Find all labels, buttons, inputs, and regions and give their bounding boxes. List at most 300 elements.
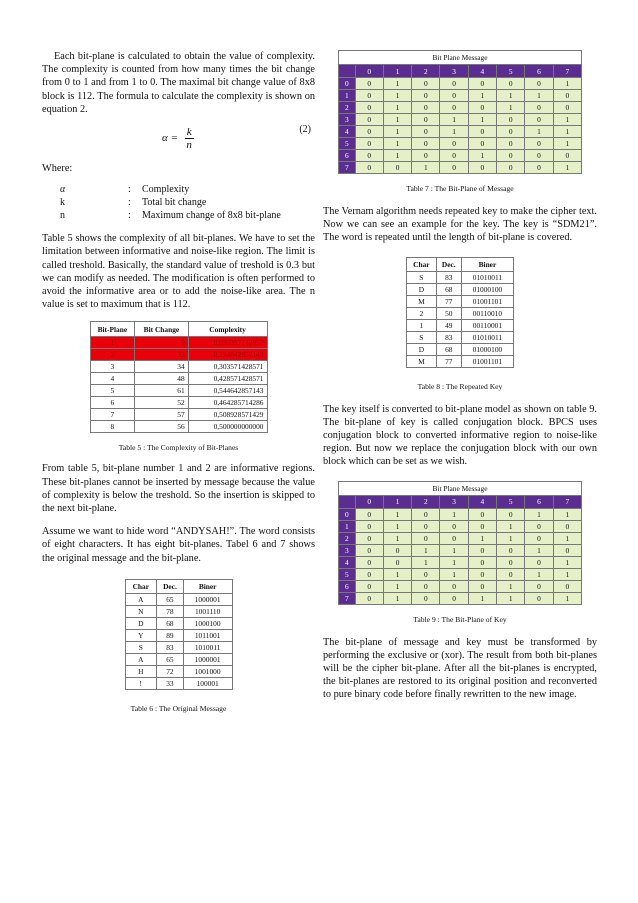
table-cell: 0 bbox=[468, 102, 496, 114]
table-cell: 2 bbox=[407, 307, 437, 319]
table-cell: 0 bbox=[355, 568, 383, 580]
table-row bbox=[339, 508, 582, 520]
table-cell: 0,508928571429 bbox=[188, 409, 267, 421]
table-cell: 1 bbox=[412, 162, 440, 174]
table-cell: 0 bbox=[440, 520, 468, 532]
table-cell: 0 bbox=[553, 102, 581, 114]
table-cell: 01000100 bbox=[461, 283, 513, 295]
table-cell: 1 bbox=[383, 138, 411, 150]
table-cell: 0 bbox=[497, 508, 525, 520]
table-cell: 0 bbox=[412, 568, 440, 580]
paragraph-conjugation-block: The key itself is converted to bit-plane model as shown on table 9. The bit-plane of key is called conjugation block. BPCS uses conjugation block to converted informative region to noise-like region. But now we replace the conjugation block with our own block which can be set as we wish. bbox=[323, 403, 597, 468]
table-cell: H bbox=[125, 665, 157, 677]
table-cell: 0 bbox=[525, 580, 553, 592]
table-row bbox=[339, 138, 582, 150]
table-row bbox=[339, 520, 582, 532]
table-cell: 72 bbox=[157, 665, 184, 677]
table-cell: 0 bbox=[468, 580, 496, 592]
table-cell: 1 bbox=[468, 90, 496, 102]
column-header-cell: 6 bbox=[525, 495, 553, 508]
column-header-cell: 7 bbox=[553, 65, 581, 78]
table-cell: 0 bbox=[355, 114, 383, 126]
table-cell: 01000100 bbox=[461, 343, 513, 355]
table-cell: 1 bbox=[525, 508, 553, 520]
table-row bbox=[339, 102, 582, 114]
table-cell: 1 bbox=[468, 150, 496, 162]
complexity-table bbox=[90, 321, 268, 433]
table-cell: 0,500000000000 bbox=[188, 421, 267, 433]
equation-lhs: α = bbox=[162, 132, 178, 145]
table-cell: 1 bbox=[383, 102, 411, 114]
row-header-cell: 3 bbox=[339, 114, 356, 126]
table-cell: 01010011 bbox=[461, 271, 513, 283]
table-cell: 0 bbox=[497, 162, 525, 174]
table-row bbox=[407, 283, 514, 295]
table-cell: 0 bbox=[355, 102, 383, 114]
table-cell: 1 bbox=[383, 150, 411, 162]
table-cell: 1 bbox=[440, 568, 468, 580]
table-row bbox=[339, 162, 582, 174]
table-cell: 68 bbox=[436, 283, 461, 295]
table-cell: 0 bbox=[355, 592, 383, 604]
table-corner-cell bbox=[339, 65, 356, 78]
table-cell: 0,294642857143 bbox=[188, 349, 267, 361]
table-cell: D bbox=[407, 343, 437, 355]
table-row bbox=[339, 150, 582, 162]
table-cell: 1 bbox=[497, 520, 525, 532]
table-cell: 0 bbox=[468, 568, 496, 580]
table-cell: 1 bbox=[383, 508, 411, 520]
table-cell: 56 bbox=[135, 421, 188, 433]
paragraph-complexity-intro: Each bit-plane is calculated to obtain the value of complexity. The complexity is counted from how many times the bit change from 0 to 1 and from 1 to 0. The maximal bit change value of 8x8 block is 112. The formula to calculate the complexity is shown on equation 2. bbox=[42, 51, 315, 115]
table-row bbox=[125, 665, 232, 677]
table-cell: 1000001 bbox=[183, 653, 232, 665]
table-row bbox=[339, 544, 582, 556]
table-cell: 1 bbox=[553, 508, 581, 520]
table-header-row bbox=[90, 322, 267, 337]
table-cell: 1 bbox=[553, 532, 581, 544]
table-cell: 0,464285714286 bbox=[188, 397, 267, 409]
table9-caption: Table 9 : The Bit-Plane of Key bbox=[413, 614, 507, 624]
table-cell: S bbox=[407, 331, 437, 343]
table-header-cell: Dec. bbox=[436, 257, 461, 271]
table-row bbox=[90, 421, 267, 433]
table-cell: 5 bbox=[90, 385, 135, 397]
table-cell: 0 bbox=[497, 150, 525, 162]
table-cell: 1 bbox=[412, 544, 440, 556]
table-cell: 01010011 bbox=[461, 331, 513, 343]
definition-symbol: n bbox=[60, 210, 65, 222]
table-cell: 0 bbox=[553, 580, 581, 592]
table-cell: 49 bbox=[436, 319, 461, 331]
table-cell: 0 bbox=[355, 580, 383, 592]
table-cell: 0 bbox=[525, 138, 553, 150]
table-cell: 0 bbox=[412, 592, 440, 604]
equation-2 bbox=[42, 122, 315, 160]
table-cell: 0 bbox=[355, 126, 383, 138]
table-cell: 0 bbox=[355, 520, 383, 532]
table-row bbox=[90, 361, 267, 373]
table-cell: 0,303571428571 bbox=[188, 361, 267, 373]
table-cell: 0 bbox=[497, 114, 525, 126]
table-row bbox=[125, 641, 232, 653]
table-cell: 0 bbox=[440, 90, 468, 102]
table-cell: 0 bbox=[355, 162, 383, 174]
definition-symbol: α bbox=[60, 184, 66, 196]
table-cell: 0,080357142857 bbox=[188, 337, 267, 349]
table-cell: 0 bbox=[355, 90, 383, 102]
row-header-cell: 1 bbox=[339, 90, 356, 102]
table-cell: 0 bbox=[412, 532, 440, 544]
table-cell: 1 bbox=[525, 568, 553, 580]
repeated-key-table-body bbox=[407, 271, 514, 367]
table-cell: 0 bbox=[525, 556, 553, 568]
table-cell: 1 bbox=[407, 319, 437, 331]
table-title-row bbox=[339, 51, 582, 65]
table-cell: 0 bbox=[525, 532, 553, 544]
column-header-cell: 5 bbox=[497, 65, 525, 78]
table-cell: 0 bbox=[412, 580, 440, 592]
repeated-key-table bbox=[406, 257, 514, 368]
left-column bbox=[42, 50, 315, 713]
table-cell: 68 bbox=[436, 343, 461, 355]
table-row bbox=[407, 307, 514, 319]
row-header-cell: 1 bbox=[339, 520, 356, 532]
table6-caption: Table 6 : The Original Message bbox=[130, 703, 227, 713]
row-header-cell: 2 bbox=[339, 102, 356, 114]
table-cell: 1 bbox=[440, 114, 468, 126]
definition-row bbox=[60, 183, 315, 196]
table-cell: 52 bbox=[135, 397, 188, 409]
table-row bbox=[339, 78, 582, 90]
table-cell: A bbox=[125, 653, 157, 665]
table-cell: 1010011 bbox=[183, 641, 232, 653]
table-cell: 6 bbox=[90, 397, 135, 409]
table-cell: 61 bbox=[135, 385, 188, 397]
table-cell: Y bbox=[125, 629, 157, 641]
table-cell: 1001000 bbox=[183, 665, 232, 677]
table-cell: 1 bbox=[553, 78, 581, 90]
table-cell: 33 bbox=[135, 349, 188, 361]
table-cell: 100001 bbox=[183, 677, 232, 689]
table-cell: 0 bbox=[468, 78, 496, 90]
table-cell: 0 bbox=[440, 592, 468, 604]
table-cell: 2 bbox=[90, 349, 135, 361]
table-cell: 1 bbox=[383, 78, 411, 90]
table-cell: 68 bbox=[157, 617, 184, 629]
table-cell: M bbox=[407, 355, 437, 367]
row-header-cell: 2 bbox=[339, 532, 356, 544]
bit-plane-key-table bbox=[338, 481, 582, 605]
table-cell: 83 bbox=[157, 641, 184, 653]
table-row bbox=[339, 580, 582, 592]
table-cell: 1 bbox=[383, 114, 411, 126]
table-row bbox=[407, 355, 514, 367]
table-cell: N bbox=[125, 605, 157, 617]
table-cell: 0 bbox=[355, 532, 383, 544]
table-cell: 1000001 bbox=[183, 593, 232, 605]
table-cell: 0 bbox=[355, 556, 383, 568]
table-row bbox=[407, 319, 514, 331]
table-cell: 0 bbox=[412, 508, 440, 520]
table-row bbox=[90, 397, 267, 409]
table-cell: 1 bbox=[440, 556, 468, 568]
row-header-cell: 5 bbox=[339, 568, 356, 580]
column-header-cell: 1 bbox=[383, 495, 411, 508]
original-message-table-body bbox=[125, 593, 232, 689]
table-cell: 0 bbox=[440, 532, 468, 544]
table-row bbox=[339, 592, 582, 604]
table-row bbox=[125, 677, 232, 689]
table-cell: 0 bbox=[355, 150, 383, 162]
table-header-cell: Bit-Plane bbox=[90, 322, 135, 337]
equation-number: (2) bbox=[299, 124, 311, 136]
complexity-table-body bbox=[90, 337, 267, 433]
table-cell: 0 bbox=[468, 556, 496, 568]
column-header-cell: 0 bbox=[355, 65, 383, 78]
column-header-cell: 2 bbox=[412, 495, 440, 508]
table-cell: 1 bbox=[383, 592, 411, 604]
table-cell: 65 bbox=[157, 593, 184, 605]
table-row bbox=[90, 337, 267, 349]
table-header-cell: Dec. bbox=[157, 579, 184, 593]
table-row bbox=[125, 605, 232, 617]
table-cell: 78 bbox=[157, 605, 184, 617]
equation-numerator: k bbox=[186, 126, 192, 139]
table-cell: 0 bbox=[355, 78, 383, 90]
table-cell: 0 bbox=[525, 114, 553, 126]
table-cell: 0 bbox=[383, 544, 411, 556]
equation-fraction bbox=[185, 126, 194, 151]
definition-colon: : bbox=[128, 184, 131, 196]
table-cell: S bbox=[125, 641, 157, 653]
table-cell: 0 bbox=[355, 138, 383, 150]
table-row bbox=[339, 90, 582, 102]
table-cell: 1 bbox=[553, 568, 581, 580]
table-cell: 0 bbox=[525, 150, 553, 162]
row-header-cell: 6 bbox=[339, 580, 356, 592]
equation-formula bbox=[162, 126, 194, 151]
table-cell: 1 bbox=[497, 580, 525, 592]
column-header-cell: 6 bbox=[525, 65, 553, 78]
table-cell: 77 bbox=[436, 295, 461, 307]
table-cell: 0 bbox=[468, 162, 496, 174]
definition-symbol: k bbox=[60, 197, 65, 209]
table-cell: 8 bbox=[90, 421, 135, 433]
table7-caption: Table 7 : The Bit-Plane of Message bbox=[406, 184, 514, 193]
table-cell: 1 bbox=[553, 556, 581, 568]
table-cell: 1 bbox=[553, 114, 581, 126]
table-cell: 1 bbox=[383, 126, 411, 138]
row-header-cell: 5 bbox=[339, 138, 356, 150]
table-row bbox=[125, 629, 232, 641]
table-cell: 1 bbox=[497, 532, 525, 544]
row-header-cell: 3 bbox=[339, 544, 356, 556]
table-cell: 9 bbox=[135, 337, 188, 349]
table-cell: 57 bbox=[135, 409, 188, 421]
row-header-cell: 4 bbox=[339, 556, 356, 568]
table-cell: 1000100 bbox=[183, 617, 232, 629]
table-cell: 0 bbox=[355, 508, 383, 520]
table-header-cell: Char bbox=[407, 257, 437, 271]
table-cell: 0 bbox=[412, 520, 440, 532]
table-row bbox=[125, 617, 232, 629]
paragraph-hide-word: Assume we want to hide word “ANDYSAH!”. The word consists of eight characters. It has eight bit-planes. Tabel 6 and 7 shows the original message and the bit-plane. bbox=[42, 526, 315, 564]
table-cell: 1 bbox=[383, 568, 411, 580]
table-cell: 83 bbox=[436, 271, 461, 283]
table-cell: 0 bbox=[468, 520, 496, 532]
table-cell: 0 bbox=[440, 150, 468, 162]
table-cell: 1 bbox=[468, 532, 496, 544]
table-header-row bbox=[407, 257, 514, 271]
table5-caption: Table 5 : The Complexity of Bit-Planes bbox=[118, 443, 239, 453]
table-cell: 1 bbox=[468, 114, 496, 126]
table-cell: 0 bbox=[412, 114, 440, 126]
table-header-cell: Char bbox=[125, 579, 157, 593]
table-cell: 0 bbox=[383, 162, 411, 174]
table-cell: 50 bbox=[436, 307, 461, 319]
bit-plane-message-table-body bbox=[339, 78, 582, 174]
table-cell: 0 bbox=[355, 544, 383, 556]
table-cell: 1 bbox=[525, 90, 553, 102]
table-cell: 0 bbox=[553, 520, 581, 532]
table-row bbox=[339, 532, 582, 544]
table-cell: 0 bbox=[497, 138, 525, 150]
table-cell: 01001101 bbox=[461, 355, 513, 367]
definition-row bbox=[60, 196, 315, 209]
table-cell: 0 bbox=[468, 508, 496, 520]
column-header-cell: 2 bbox=[412, 65, 440, 78]
table-cell: 0 bbox=[497, 568, 525, 580]
paragraph-informative-regions: From table 5, bit-plane number 1 and 2 are informative regions. These bit-planes cannot be inserted by message because the value of complexity is below the treshold. So the insertion is skipped to the next bit-plane. bbox=[42, 463, 315, 515]
table-cell: 0 bbox=[412, 102, 440, 114]
table-cell: 1 bbox=[383, 520, 411, 532]
table-header-cell: Biner bbox=[183, 579, 232, 593]
table-cell: 83 bbox=[436, 331, 461, 343]
table-cell: 77 bbox=[436, 355, 461, 367]
definition-text: Maximum change of 8x8 bit-plane bbox=[142, 210, 281, 222]
table-header-row bbox=[125, 579, 232, 593]
table-cell: 01001101 bbox=[461, 295, 513, 307]
table-cell: 48 bbox=[135, 373, 188, 385]
table-title-row bbox=[339, 481, 582, 495]
table-cell: 1 bbox=[440, 508, 468, 520]
column-header-cell: 3 bbox=[440, 495, 468, 508]
row-header-cell: 4 bbox=[339, 126, 356, 138]
definition-list bbox=[60, 183, 315, 222]
definition-text: Complexity bbox=[142, 184, 190, 196]
table-cell: 1 bbox=[412, 556, 440, 568]
table-cell: 89 bbox=[157, 629, 184, 641]
table-cell: 0 bbox=[468, 126, 496, 138]
table-row bbox=[125, 593, 232, 605]
table-cell: A bbox=[125, 593, 157, 605]
table-cell: 3 bbox=[90, 361, 135, 373]
table-cell: 0 bbox=[440, 78, 468, 90]
original-message-table bbox=[125, 579, 233, 690]
table-cell: 1 bbox=[468, 592, 496, 604]
table-cell: M bbox=[407, 295, 437, 307]
table-header-cell: Complexity bbox=[188, 322, 267, 337]
column-header-cell: 1 bbox=[383, 65, 411, 78]
table-cell: 00110001 bbox=[461, 319, 513, 331]
table-header-cell: Biner bbox=[461, 257, 513, 271]
table-cell: 1001110 bbox=[183, 605, 232, 617]
table-cell: 0 bbox=[497, 544, 525, 556]
table-cell: 1 bbox=[553, 162, 581, 174]
bit-plane-key-table-body bbox=[339, 508, 582, 604]
table8-caption: Table 8 : The Repeated Key bbox=[417, 381, 503, 391]
column-header-cell: 5 bbox=[497, 495, 525, 508]
paragraph-xor-transform: The bit-plane of message and key must be transformed by performing the exclusive or (xor). The result from both bit-planes will be the cipher bit-plane. After all the bit-planes is encrypted, the bit-planes are restored to its original position and reconverted to pure binary code before finally rewritten to the new image. bbox=[323, 636, 597, 701]
table-cell: 0 bbox=[525, 102, 553, 114]
definition-row bbox=[60, 209, 315, 222]
column-header-cell: 7 bbox=[553, 495, 581, 508]
table-cell: 0,544642857143 bbox=[188, 385, 267, 397]
table-row bbox=[90, 385, 267, 397]
table-cell: 0 bbox=[440, 162, 468, 174]
table-cell: 0 bbox=[468, 544, 496, 556]
column-header-cell: 3 bbox=[440, 65, 468, 78]
table-corner-cell bbox=[339, 495, 356, 508]
table-cell: 65 bbox=[157, 653, 184, 665]
table-cell: 0 bbox=[497, 78, 525, 90]
table-title: Bit Plane Message bbox=[339, 481, 582, 495]
table-cell: S bbox=[407, 271, 437, 283]
definition-colon: : bbox=[128, 210, 131, 222]
table-cell: 0 bbox=[525, 78, 553, 90]
table-cell: 0 bbox=[440, 102, 468, 114]
table-header-row bbox=[339, 65, 582, 78]
column-header-cell: 4 bbox=[468, 495, 496, 508]
table-cell: 0 bbox=[383, 556, 411, 568]
paragraph-vernam-key: The Vernam algorithm needs repeated key to make the cipher text. Now we can see an example for the key. The key is “SDM21”. The word is repeated until the length of bit-plane is covered. bbox=[323, 206, 597, 244]
table-cell: 1 bbox=[525, 126, 553, 138]
row-header-cell: 7 bbox=[339, 592, 356, 604]
table-cell: 0 bbox=[525, 162, 553, 174]
table-cell: 0 bbox=[412, 138, 440, 150]
table-cell: 4 bbox=[90, 373, 135, 385]
table-cell: 1 bbox=[553, 592, 581, 604]
right-column bbox=[323, 50, 597, 702]
table-row bbox=[90, 373, 267, 385]
table-header-cell: Bit Change bbox=[135, 322, 188, 337]
table-row bbox=[407, 271, 514, 283]
row-header-cell: 0 bbox=[339, 508, 356, 520]
table-cell: 1 bbox=[553, 138, 581, 150]
table-row bbox=[90, 409, 267, 421]
table-row bbox=[339, 568, 582, 580]
table-cell: 0 bbox=[412, 126, 440, 138]
table-cell: 1 bbox=[383, 580, 411, 592]
table-cell: 0 bbox=[525, 520, 553, 532]
table-cell: 1 bbox=[497, 592, 525, 604]
definition-text: Total bit change bbox=[142, 197, 207, 209]
table-cell: 33 bbox=[157, 677, 184, 689]
row-header-cell: 0 bbox=[339, 78, 356, 90]
table-row bbox=[407, 331, 514, 343]
table-cell: 34 bbox=[135, 361, 188, 373]
where-label: Where: bbox=[42, 163, 73, 175]
table-cell: 1 bbox=[440, 544, 468, 556]
table-row bbox=[407, 343, 514, 355]
equation-denominator: n bbox=[186, 139, 192, 152]
table-cell: 0 bbox=[468, 138, 496, 150]
table-cell: 0 bbox=[440, 138, 468, 150]
table-header-row bbox=[339, 495, 582, 508]
table-cell: 1 bbox=[90, 337, 135, 349]
table-row bbox=[90, 349, 267, 361]
